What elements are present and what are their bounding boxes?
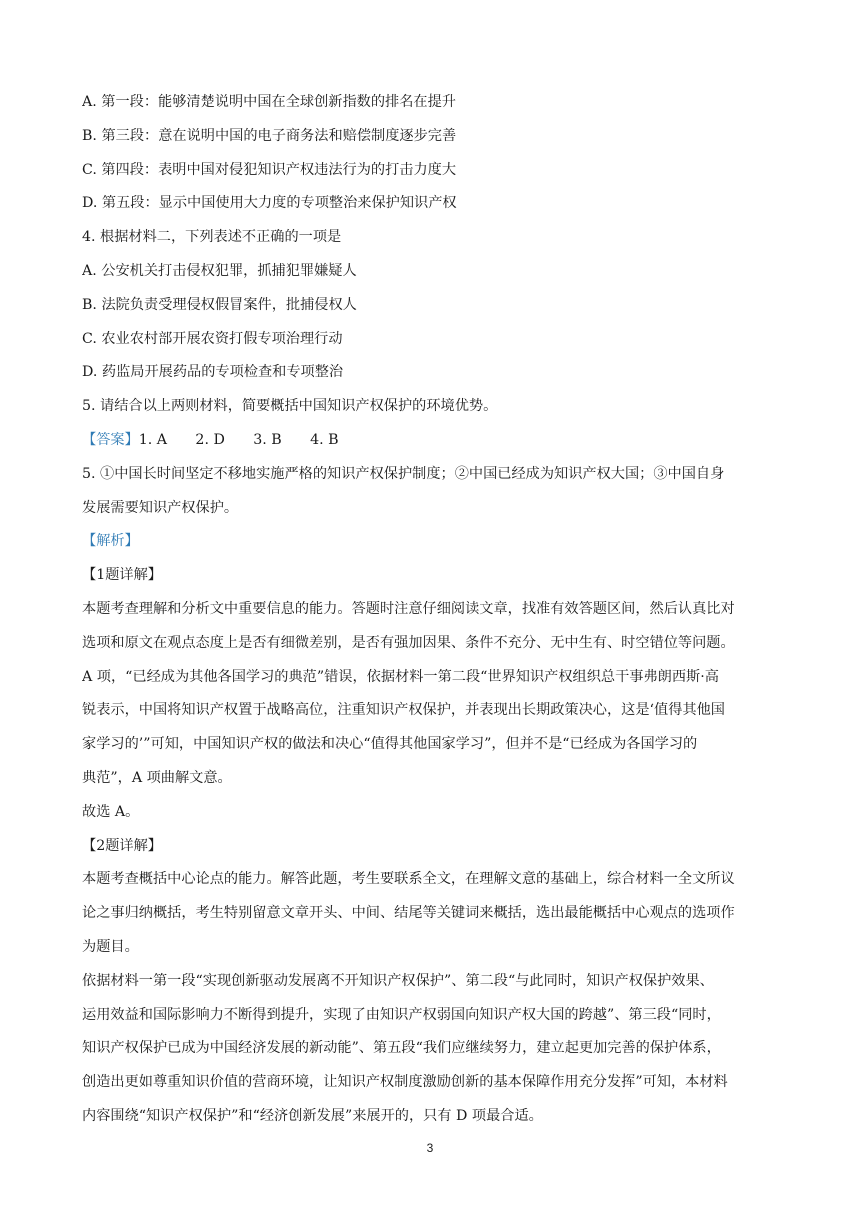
q2-line-8: 内容围绕“知识产权保护”和“经济创新发展”来展开的，只有 D 项最合适。 [82, 1107, 543, 1124]
q2-line-5: 运用效益和国际影响力不断得到提升，实现了由知识产权弱国向知识产权大国的跨越”、第三段“同时， [82, 1006, 721, 1023]
q2-line-2: 论之事归纳概括，考生特别留意文章开头、中间、结尾等关键词来概括，选出最能概括中心观点的选项作 [82, 905, 735, 922]
q4-stem: 4. 根据材料二，下列表述不正确的一项是 [82, 229, 342, 246]
q1-line-3: A 项，“已经成为其他各国学习的典范”错误，依据材料一第二段“世界知识产权组织总干事弗朗西斯·高 [82, 668, 719, 685]
q2-line-1: 本题考查概括中心论点的能力。解答此题，考生要联系全文，在理解文意的基础上，综合材料一全文所议 [82, 871, 735, 888]
answer5-line-2: 发展需要知识产权保护。 [82, 499, 239, 516]
q1-line-1: 本题考查理解和分析文中重要信息的能力。答题时注意仔细阅读文章，找准有效答题区间，然后认真比对 [82, 600, 735, 617]
answer-line [82, 424, 782, 458]
q3-option-a: A. 第一段：能够清楚说明中国在全球创新指数的排名在提升 [82, 94, 456, 110]
q3-option-c: C. 第四段：表明中国对侵犯知识产权违法行为的打击力度大 [82, 161, 457, 178]
q4-option-b: B. 法院负责受理侵权假冒案件，批捕侵权人 [82, 296, 357, 313]
q1-line-6: 典范”，A 项曲解文意。 [82, 769, 232, 786]
q1-line-2: 选项和原文在观点态度上是否有细微差别，是否有强加因果、条件不充分、无中生有、时空错位等问题。 [82, 634, 735, 651]
answer-tag: 【答案】 [82, 431, 139, 448]
q2-heading: 【2题详解】 [82, 837, 162, 854]
q2-line-6: 知识产权保护已成为中国经济发展的新动能”、第五段“我们应继续努力，建立起更加完善的保护体系， [82, 1040, 721, 1057]
q3-option-d: D. 第五段：显示中国使用大力度的专项整治来保护知识产权 [82, 195, 457, 212]
q2-line-7: 创造出更如尊重知识价值的营商环境，让知识产权制度激励创新的基本保障作用充分发挥”可知，本材料 [82, 1074, 728, 1091]
q3-option-b: B. 第三段：意在说明中国的电子商务法和赔偿制度逐步完善 [82, 127, 457, 144]
answer-text: 1. A 2. D 3. B 4. B [138, 431, 339, 448]
answer5-line-1: 5. ①中国长时间坚定不移地实施严格的知识产权保护制度；②中国已经成为知识产权大国；③中国自身 [82, 465, 725, 482]
q1-line-5: 家学习的’”可知，中国知识产权的做法和决心“值得其他国家学习”，但并不是“已经成为各国学习的 [82, 736, 698, 753]
q5-stem: 5. 请结合以上两则材料，简要概括中国知识产权保护的环境优势。 [82, 398, 498, 415]
analysis-tag: 【解析】 [82, 533, 139, 550]
q2-line-3: 为题目。 [82, 938, 139, 955]
q1-line-7: 故选 A。 [82, 803, 140, 820]
q2-line-4: 依据材料一第一段“实现创新驱动发展离不开知识产权保护”、第二段“与此同时，知识产权保护效果、 [82, 972, 714, 989]
q4-option-a: A. 公安机关打击侵权犯罪，抓捕犯罪嫌疑人 [82, 262, 357, 279]
page-content [82, 86, 782, 1134]
q1-heading: 【1题详解】 [82, 567, 162, 584]
q1-line-4: 锐表示，中国将知识产权置于战略高位，注重知识产权保护，并表现出长期政策决心，这是‘值得其他国 [82, 702, 725, 719]
q4-option-c: C. 农业农村部开展农资打假专项治理行动 [82, 330, 343, 347]
q4-option-d: D. 药监局开展药品的专项检查和专项整治 [82, 364, 344, 381]
page-number: 3 [426, 1141, 434, 1155]
